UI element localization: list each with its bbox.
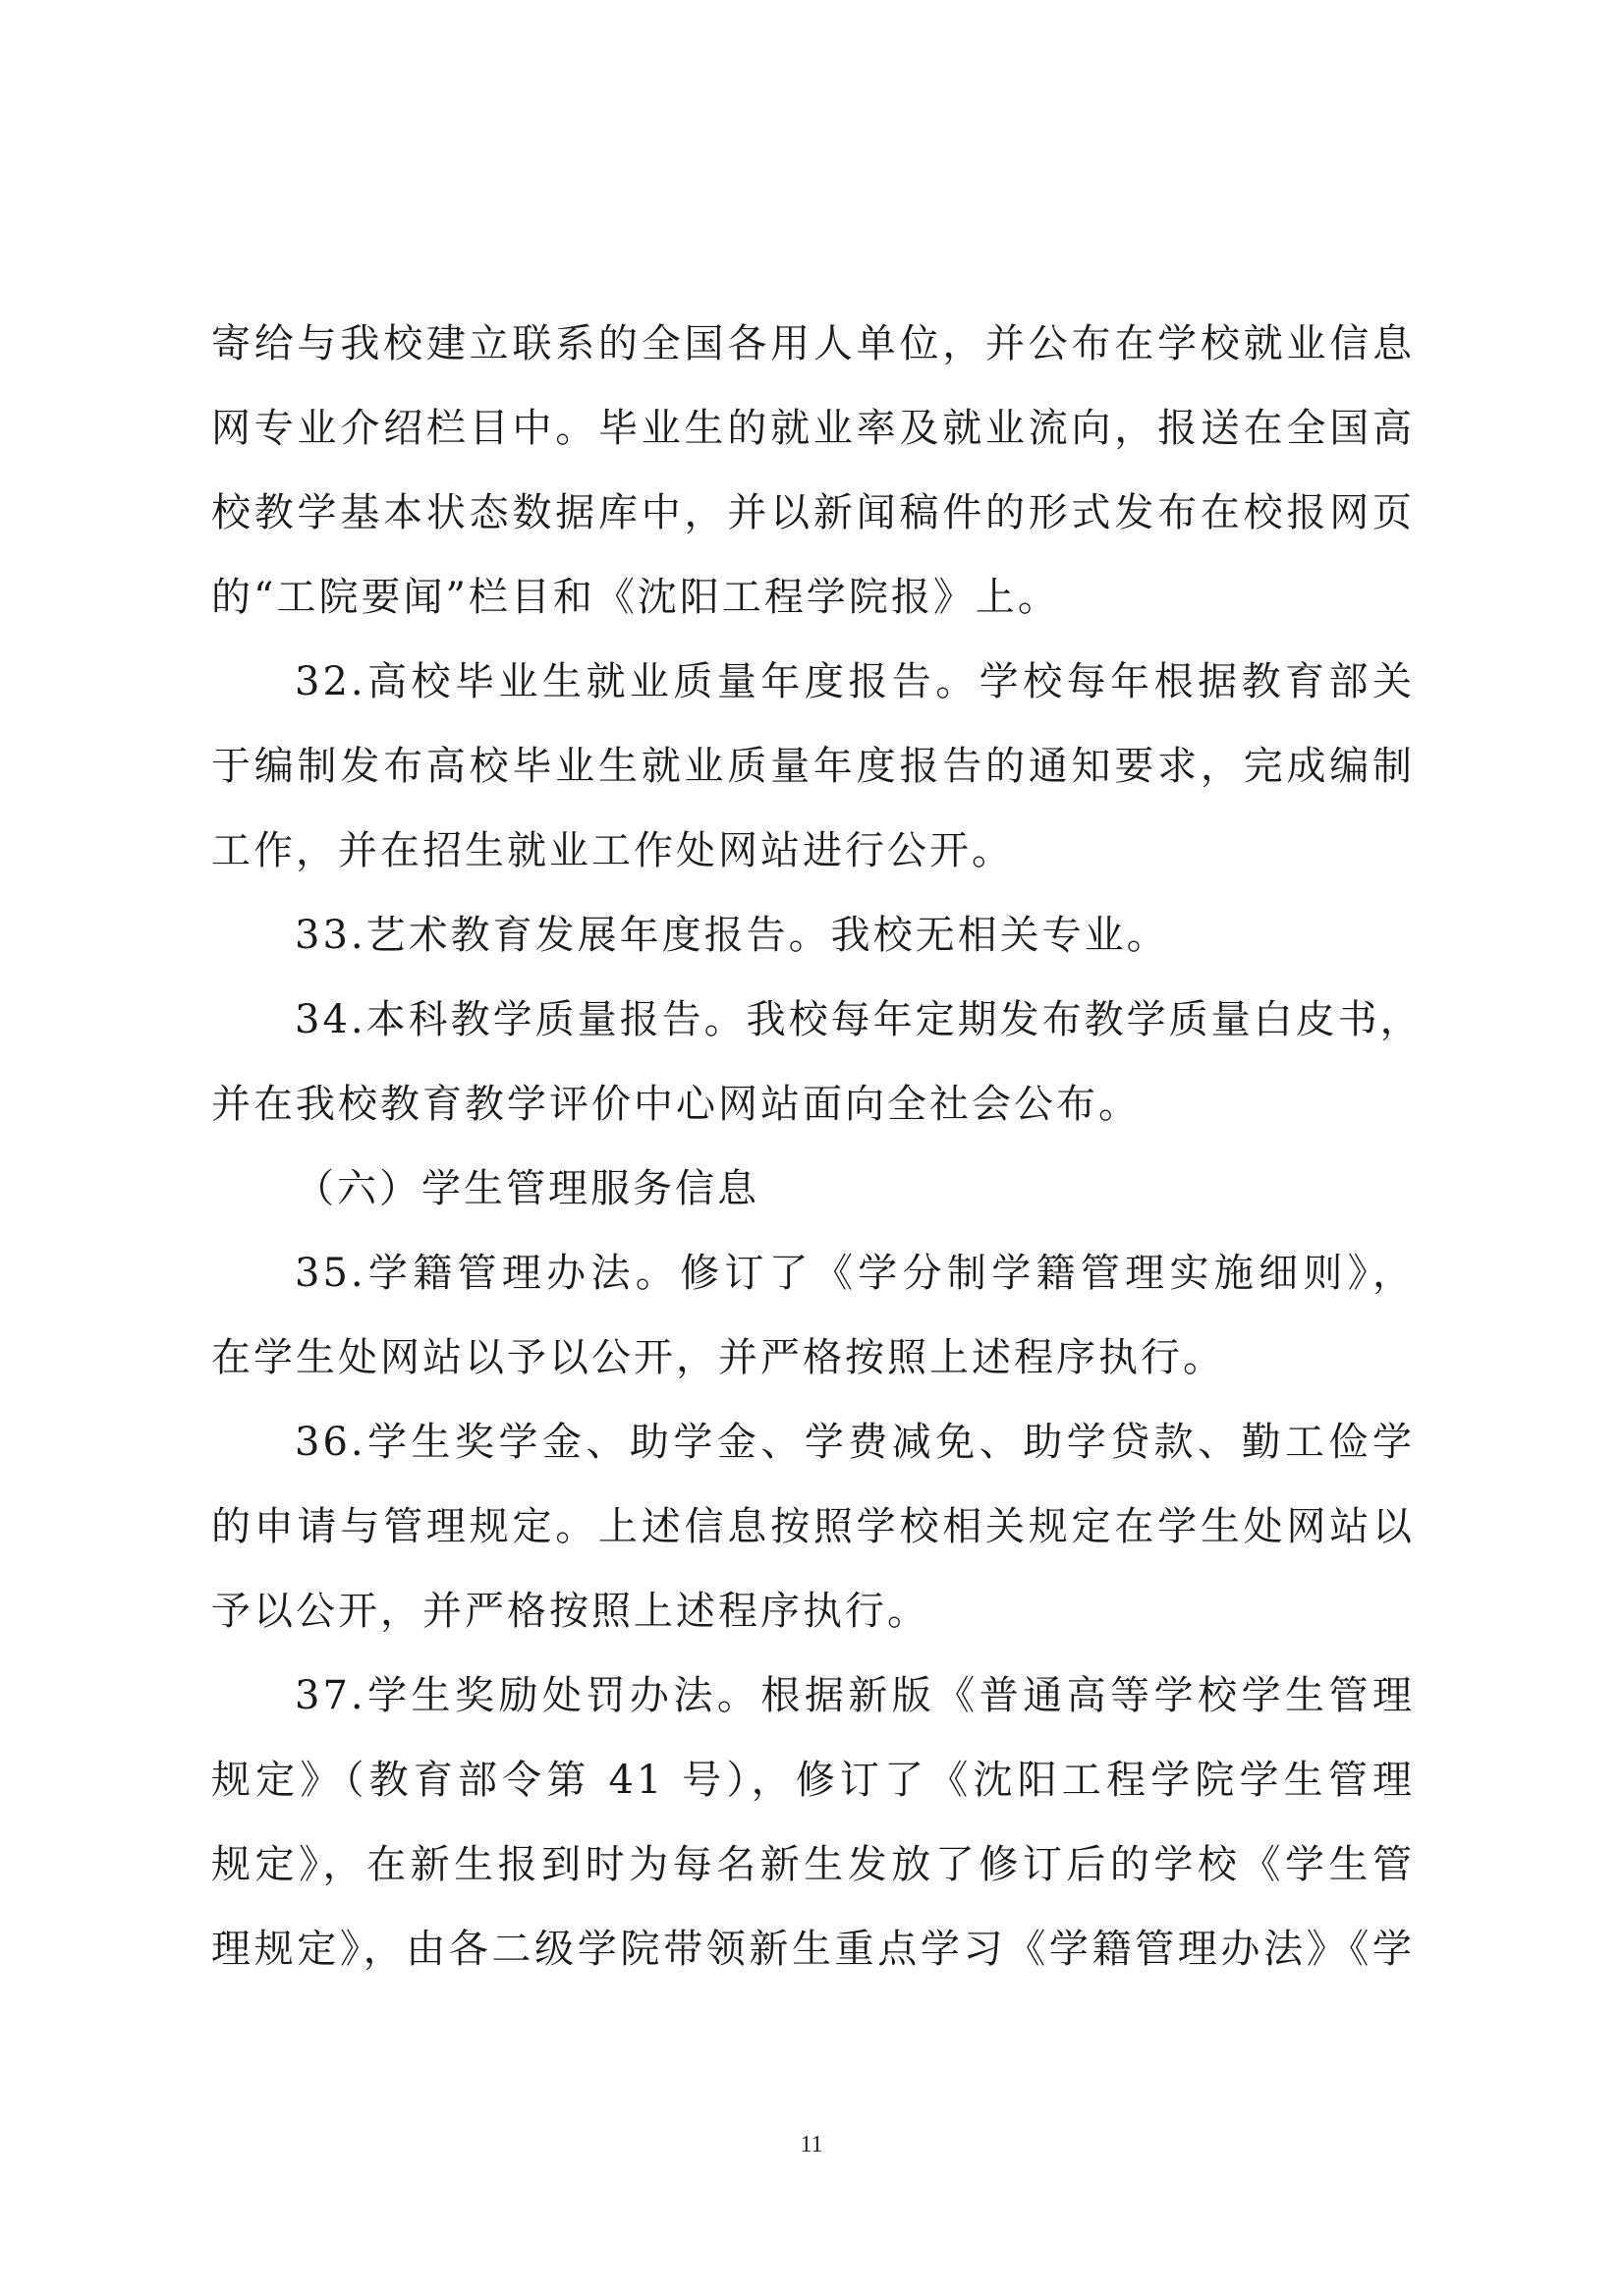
text-line: 规定》，在新生报到时为每名新生发放了修订后的学校《学生管 xyxy=(211,1842,1415,1887)
text-line: 校教学基本状态数据库中，并以新闻稿件的形式发布在校报网页 xyxy=(211,490,1415,535)
text-line: 并在我校教育教学评价中心网站面向全社会公布。 xyxy=(211,1082,1141,1127)
text-line: 于编制发布高校毕业生就业质量年度报告的通知要求，完成编制 xyxy=(211,744,1415,789)
text-line: 32.高校毕业生就业质量年度报告。学校每年根据教育部关 xyxy=(295,659,1415,704)
page-number: 11 xyxy=(800,2132,823,2157)
text-line: 的“工院要闻”栏目和《沈阳工程学院报》上。 xyxy=(211,575,1060,620)
text-line: 35.学籍管理办法。修订了《学分制学籍管理实施细则》， xyxy=(295,1251,1415,1296)
text-line: 网专业介绍栏目中。毕业生的就业率及就业流向，报送在全国高 xyxy=(211,406,1415,451)
text-line: 予以公开，并严格按照上述程序执行。 xyxy=(211,1589,929,1634)
text-line: 34.本科教学质量报告。我校每年定期发布教学质量白皮书， xyxy=(295,997,1423,1042)
text-line: 在学生处网站以予以公开，并严格按照上述程序执行。 xyxy=(211,1335,1225,1380)
text-line: 理规定》，由各二级学院带领新生重点学习《学籍管理办法》《学 xyxy=(211,1927,1415,1972)
text-line: 37.学生奖励处罚办法。根据新版《普通高等学校学生管理 xyxy=(295,1673,1415,1718)
text-line: 寄给与我校建立联系的全国各用人单位，并公布在学校就业信息 xyxy=(211,321,1415,366)
text-line: 工作，并在招生就业工作处网站进行公开。 xyxy=(211,828,1014,873)
section-heading: （六）学生管理服务信息 xyxy=(295,1166,759,1211)
text-line: 规定》（教育部令第 41 号），修订了《沈阳工程学院学生管理 xyxy=(211,1758,1415,1803)
text-line: 的申请与管理规定。上述信息按照学校相关规定在学生处网站以 xyxy=(211,1504,1415,1549)
text-line: 33.艺术教育发展年度报告。我校无相关专业。 xyxy=(295,913,1169,958)
text-line: 36.学生奖学金、助学金、学费减免、助学贷款、勤工俭学 xyxy=(295,1420,1415,1465)
